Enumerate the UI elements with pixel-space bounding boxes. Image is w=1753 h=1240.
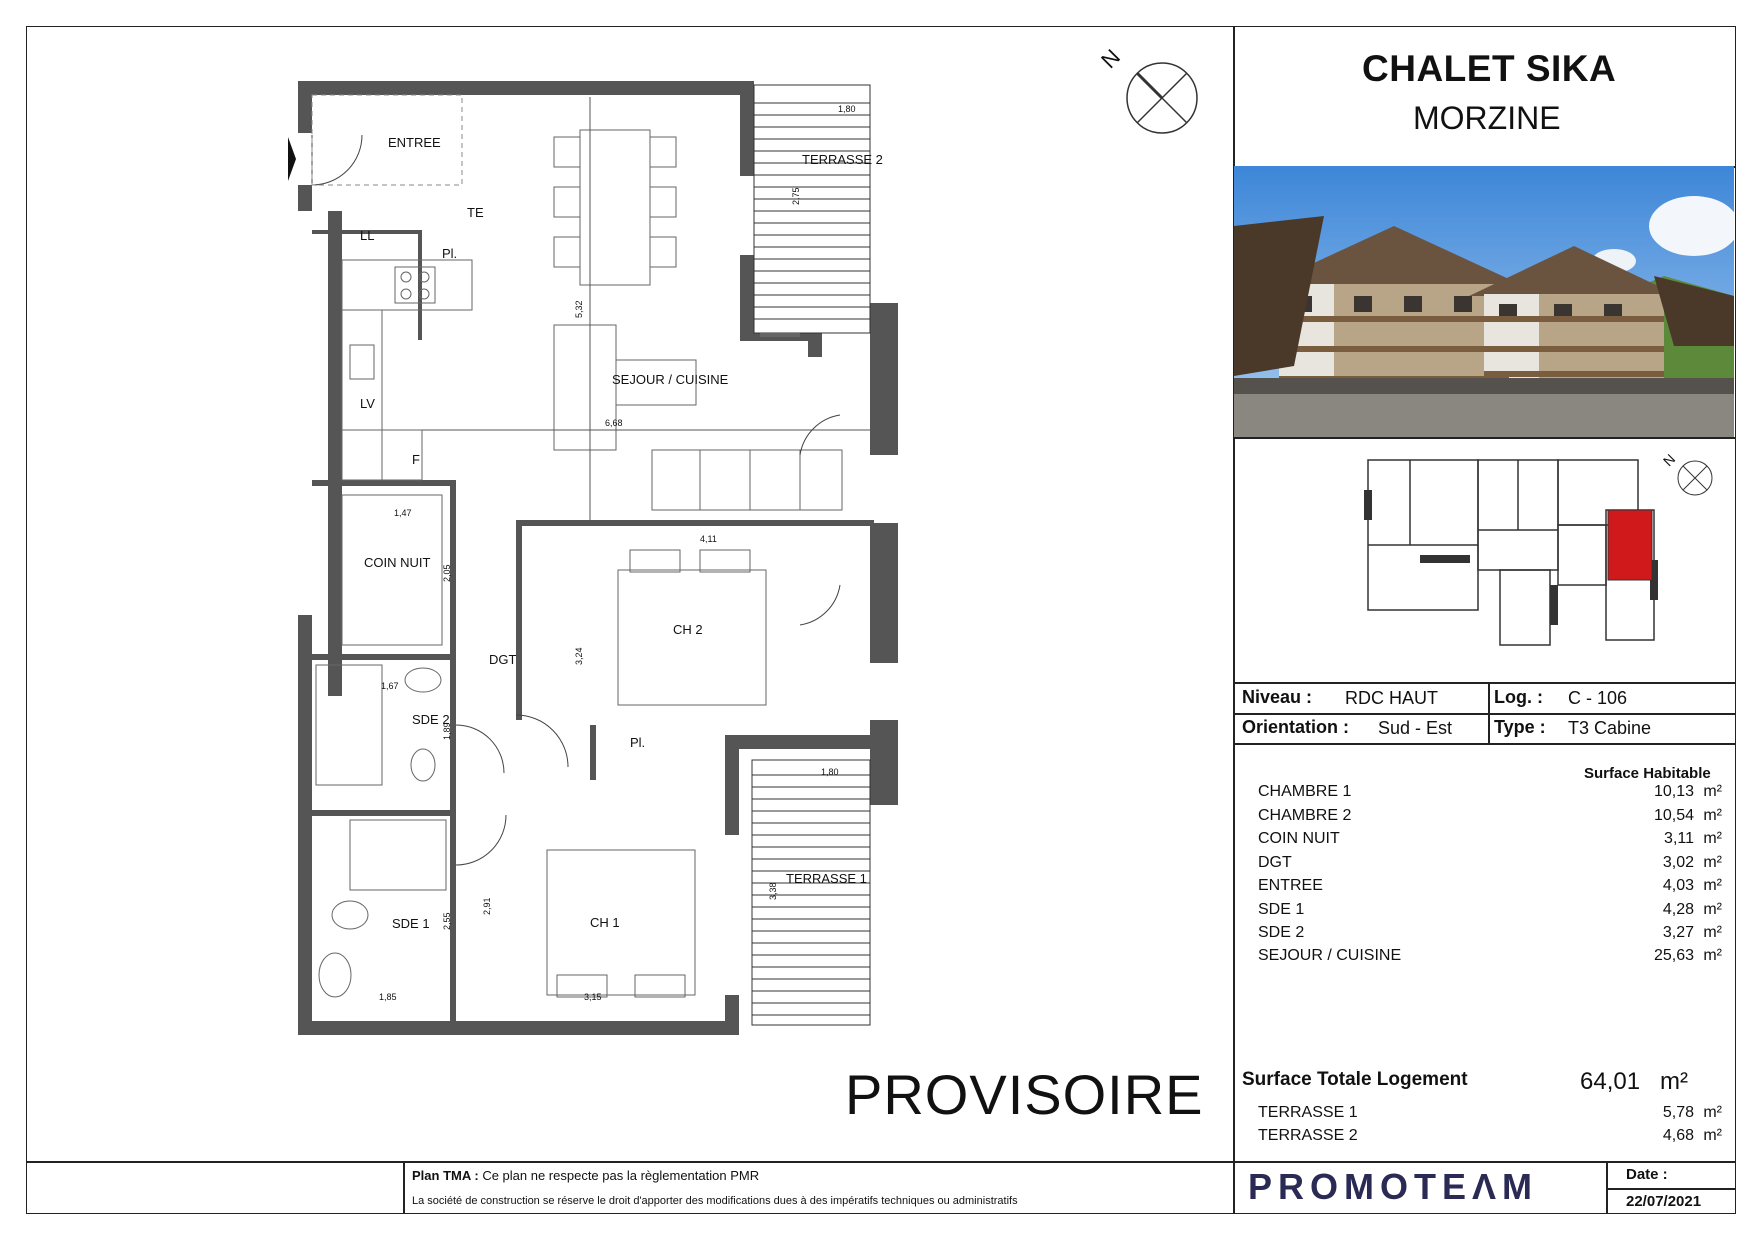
dim-sde1-width: 1,85 [379, 992, 397, 1002]
divider-date [1606, 1188, 1736, 1190]
terrace-row: TERRASSE 2 4,68 m² [1258, 1127, 1722, 1144]
room-label-sde2: SDE 2 [412, 712, 450, 727]
date-label: Date : [1626, 1166, 1668, 1183]
orientation-label: Orientation : [1242, 717, 1349, 737]
promoteam-logo: PROMOTEΛM [1248, 1166, 1539, 1207]
dim-cn-depth: 2,05 [442, 564, 452, 582]
room-label-te: TE [467, 205, 484, 220]
key-plan [1360, 450, 1730, 650]
room-label-entree: ENTREE [388, 135, 441, 150]
surface-row: ENTREE 4,03 m² [1258, 877, 1722, 894]
dim-sejour-width: 6,68 [605, 418, 623, 428]
surface-total-unit: m² [1660, 1068, 1688, 1095]
divider-footer [26, 1161, 1736, 1163]
room-label-terrasse1: TERRASSE 1 [786, 871, 867, 886]
key-plan-north-letter: N [1659, 450, 1679, 470]
terrace-row: TERRASSE 1 5,78 m² [1258, 1104, 1722, 1121]
divider-info-bottom [1233, 743, 1736, 745]
divider-keyplan [1233, 682, 1736, 684]
project-town: MORZINE [1413, 100, 1561, 136]
surface-row: DGT 3,02 m² [1258, 854, 1722, 871]
divider-info-mid [1233, 713, 1736, 715]
surface-row: CHAMBRE 2 10,54 m² [1258, 807, 1722, 824]
room-label-ch2: CH 2 [673, 622, 703, 637]
disclaimer: La société de construction se réserve le droit d'apporter des modifications dues à des impératifs techniques ou administratifs [412, 1195, 1018, 1207]
dim-sejour-depth: 5,32 [574, 300, 584, 318]
dim-t1-depth: 3,38 [768, 882, 778, 900]
dim-cn-width: 1,47 [394, 508, 412, 518]
niveau-value: RDC HAUT [1345, 688, 1438, 708]
log-label: Log. : [1494, 687, 1543, 707]
room-label-sde1: SDE 1 [392, 916, 430, 931]
dim-t2-width: 1,80 [838, 104, 856, 114]
north-letter: N [1096, 44, 1126, 74]
room-label-ll: LL [360, 228, 375, 243]
dim-sde2-width: 1,67 [381, 681, 399, 691]
log-value: C - 106 [1568, 688, 1628, 708]
divider-photo [1233, 437, 1736, 439]
dim-ch1-width: 3,15 [584, 992, 602, 1002]
building-photo [1234, 166, 1734, 437]
room-label-ch1: CH 1 [590, 915, 620, 930]
room-label-dgt: DGT [489, 652, 517, 667]
dim-t1-width: 1,80 [821, 767, 839, 777]
orientation-value: Sud - Est [1378, 718, 1453, 738]
surface-row: SDE 2 3,27 m² [1258, 924, 1722, 941]
divider-footer-left [403, 1161, 405, 1214]
dim-ch2-width: 4,11 [700, 534, 717, 544]
niveau-label: Niveau : [1242, 687, 1313, 707]
room-label-pl2: Pl. [630, 735, 646, 750]
dim-ch1-depth: 2,91 [482, 897, 492, 915]
dim-ch2-depth: 3,24 [574, 647, 584, 665]
room-label-terrasse2: TERRASSE 2 [802, 152, 883, 167]
room-label-sejour: SEJOUR / CUISINE [612, 372, 729, 387]
dim-sde2-depth: 1,89 [442, 722, 452, 740]
surface-total-label: Surface Totale Logement [1242, 1069, 1468, 1090]
dim-sde1-depth: 2,55 [442, 912, 452, 930]
date-value: 22/07/2021 [1626, 1193, 1702, 1210]
provisoire-stamp: PROVISOIRE [845, 1063, 1204, 1126]
type-value: T3 Cabine [1568, 718, 1652, 738]
type-label: Type : [1494, 717, 1546, 737]
surface-row: SDE 1 4,28 m² [1258, 901, 1722, 918]
plan-tma-note: Plan TMA : Ce plan ne respecte pas la règlementation PMR [412, 1168, 760, 1183]
room-label-lv: LV [360, 396, 375, 411]
surface-row: SEJOUR / CUISINE 25,63 m² [1258, 947, 1722, 964]
divider-info-col [1488, 682, 1490, 743]
surface-total-value: 64,01 [1580, 1068, 1641, 1095]
room-label-f: F [412, 452, 420, 467]
surface-row: COIN NUIT 3,11 m² [1258, 830, 1722, 847]
surface-row: CHAMBRE 1 10,13 m² [1258, 783, 1722, 800]
room-label-pl1: Pl. [442, 246, 458, 261]
project-name: CHALET SIKA [1362, 48, 1617, 89]
dim-t2-depth: 2,75 [791, 187, 801, 205]
surface-header: Surface Habitable [1584, 765, 1711, 782]
room-label-coin-nuit: COIN NUIT [364, 555, 431, 570]
